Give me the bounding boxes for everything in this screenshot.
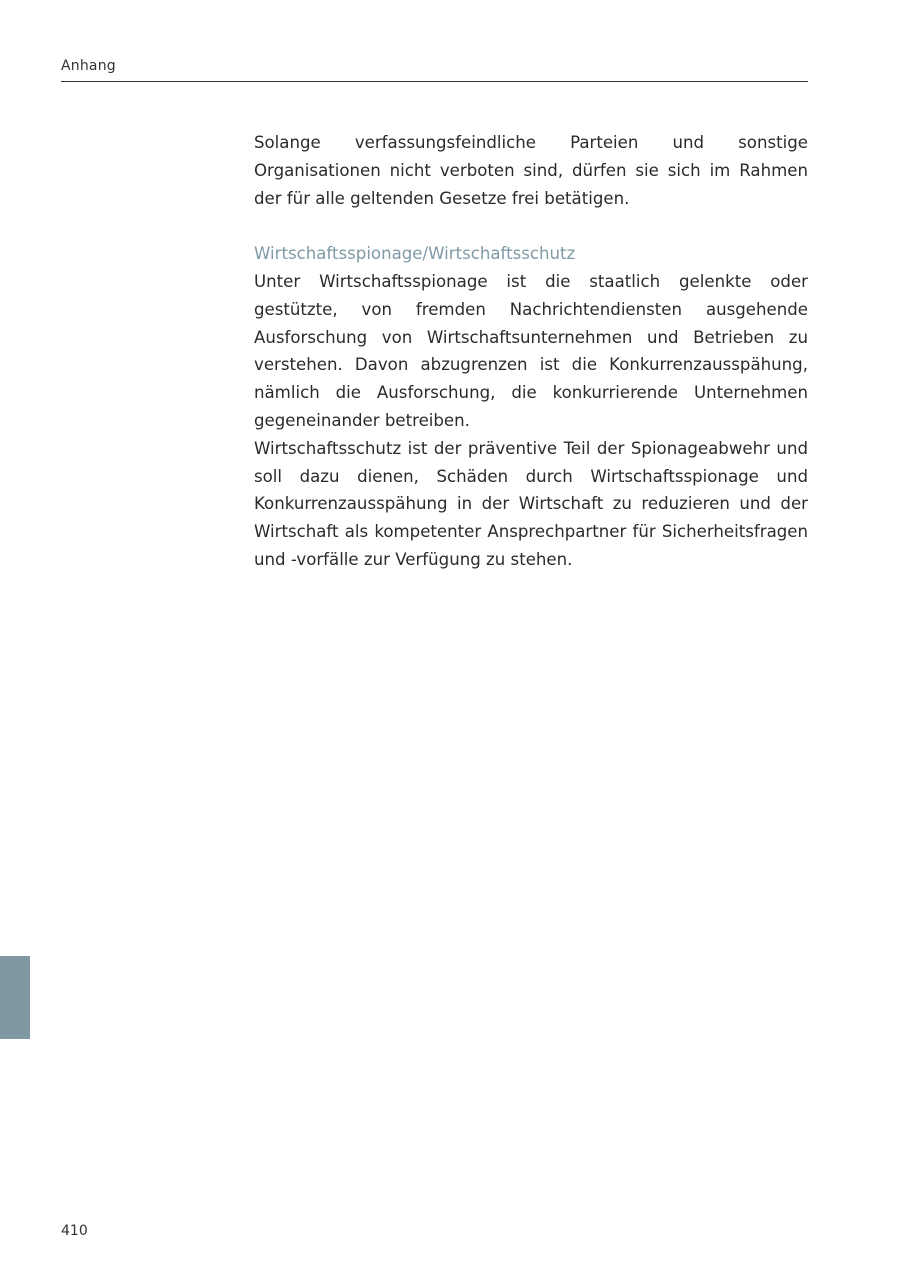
chapter-side-tab (0, 956, 30, 1039)
header-rule (61, 81, 808, 82)
running-header: Anhang (61, 58, 116, 74)
main-content (254, 129, 808, 574)
paragraph-wirtschaftsspionage: Unter Wirtschaftsspionage ist die staatlich gelenkte oder gestützte, von fremden Nachrichtendiensten ausgehende Ausforschung von Wirtschaftsunternehmen und Betrieben zu verstehen. Davon abzugrenzen ist die Konkurrenzausspähung, nämlich die Ausforschung, die konkurrierende Unternehmen gegeneinander betreiben. (254, 271, 808, 430)
page-number: 410 (61, 1223, 88, 1239)
intro-paragraph: Solange verfassungsfeindliche Parteien und sonstige Organisationen nicht verboten sind, dürfen sie sich im Rahmen der für alle geltenden Gesetze frei betätigen. (254, 133, 808, 208)
section-heading: Wirtschaftsspionage/Wirtschaftsschutz (254, 244, 576, 264)
paragraph-wirtschaftsschutz: Wirtschaftsschutz ist der präventive Teil der Spionageabwehr und soll dazu dienen, Schäden durch Wirtschaftsspionage und Konkurrenzausspähung in der Wirtschaft zu reduzieren und der Wirtschaft als kompetenter Ansprechpartner für Sicherheitsfragen und -vorfälle zur Verfügung zu stehen. (254, 438, 808, 569)
